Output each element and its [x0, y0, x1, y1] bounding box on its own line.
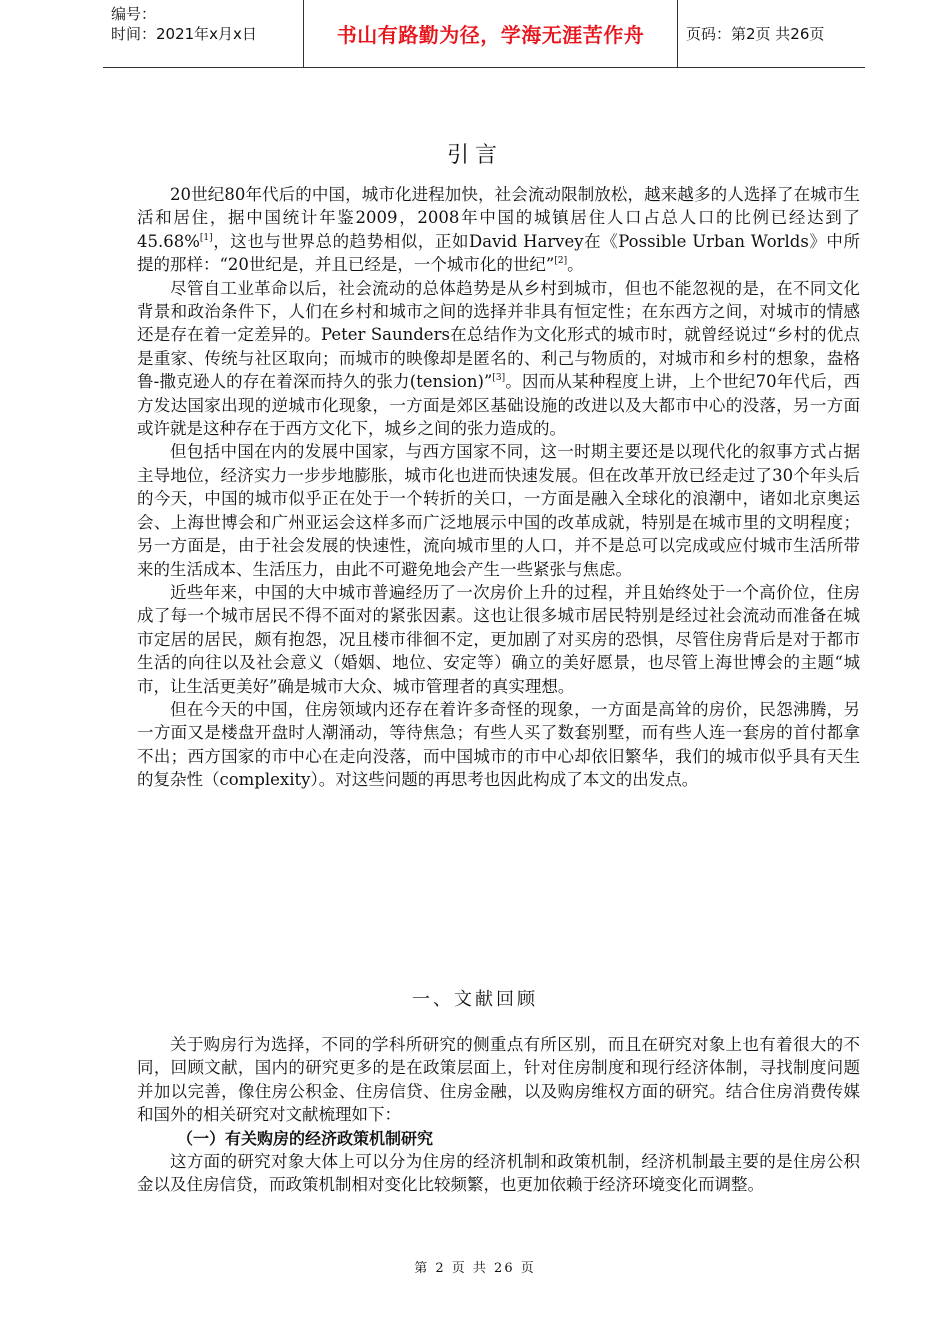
paragraph: 但在今天的中国，住房领域内还存在着许多奇怪的现象，一方面是高耸的房价，民怨沸腾，另一方面又是楼盘开盘时人潮涌动，等待焦急；有些人买了数套别墅，而有些人连一套房的首付都拿不出；西方国家的市中心在走向没落，而中国城市的市中心却依旧繁华，我们的城市似乎具有天生的复杂性（complexity）。对这些问题的再思考也因此构成了本文的出发点。 — [137, 699, 860, 790]
citation[interactable]: [3] — [492, 373, 506, 384]
paragraph: 这方面的研究对象大体上可以分为住房的经济机制和政策机制，经济机制最主要的是住房公积金以及住房信贷，而政策机制相对变化比较频繁，也更加依赖于经济环境变化而调整。 — [137, 1152, 860, 1195]
header-motto: 书山有路勤为径，学海无涯苦作舟 — [304, 0, 678, 67]
intro-body — [137, 183, 860, 792]
number-label: 编号： — [111, 5, 157, 23]
citation[interactable]: [2] — [554, 256, 568, 267]
section-body — [137, 1033, 860, 1197]
paragraph: 近些年来，中国的大中城市普遍经历了一次房价上升的过程，并且始终处于一个高价位，住房成了每一个城市居民不得不面对的紧张因素。这也让很多城市居民特别是经过社会流动而准备在城市定居的居民，颇有抱怨，况且楼市徘徊不定，更加剧了对买房的恐惧，尽管住房背后是对于都市生活的向往以及社会意义（婚姻、地位、安定等）确立的美好愿景，也尽管上海世博会的主题“城市，让生活更美好”确是城市大众、城市管理者的真实理想。 — [137, 582, 860, 696]
citation[interactable]: [1] — [199, 232, 213, 243]
header-meta — [103, 0, 304, 67]
subsection-title: （一）有关购房的经济政策机制研究 — [177, 1128, 434, 1148]
paragraph: 但包括中国在内的发展中国家，与西方国家不同，这一时期主要还是以现代化的叙事方式占据主导地位，经济实力一步步地膨胀，城市化也进而快速发展。但在改革开放已经走过了30个年头后的今天，中国的城市似乎正在处于一个转折的关口，一方面是融入全球化的浪潮中，诸如北京奥运会、上海世博会和广州亚运会这样多而广泛地展示中国的改革成就，特别是在城市里的文明程度；另一方面是，由于社会发展的快速性，流向城市里的人口，并不是总可以完成或应付城市生活所带来的生活成本、生活压力，由此不可避免地会产生一些紧张与焦虑。 — [137, 442, 860, 579]
page-title: 引言 — [446, 143, 503, 168]
time-label: 时间：2021年x月x日 — [111, 25, 257, 43]
paragraph: 20世纪80年代后的中国，城市化进程加快，社会流动限制放松，越来越多的人选择了在城市生活和居住，据中国统计年鉴2009，2008年中国的城镇居住人口占总人口的比例已经达到了45.68%[1]，这也与世界总的趋势相似，正如David Harvey在《Possible Urban Worlds》中所提的那样：“20世纪是，并且已经是，一个城市化的世纪”[2]。 — [137, 185, 860, 275]
page-header — [103, 0, 865, 68]
header-page-info: 页码：第2页 共26页 — [686, 25, 825, 43]
paragraph: 尽管自工业革命以后，社会流动的总体趋势是从乡村到城市，但也不能忽视的是，在不同文化背景和政治条件下，人们在乡村和城市之间的选择并非具有恒定性；在东西方之间，对城市的情感还是存在着一定差异的。Peter Saunders在总结作为文化形式的城市时，就曾经说过“乡村的优点是重家、传统与社区取向；而城市的映像却是匿名的、利己与物质的，对城市和乡村的想象，盎格鲁-撒克逊人的存在着深而持久的张力(tension)”[3]。因而从某种程度上讲，上个世纪70年代后，西方发达国家出现的逆城市化现象，一方面是郊区基础设施的改进以及大都市中心的没落，另一方面或许就是这种存在于西方文化下，城乡之间的张力造成的。 — [137, 278, 860, 439]
section-title: 一、文献回顾 — [412, 989, 538, 1010]
page-footer: 第 2 页 共 26 页 — [414, 1261, 536, 1276]
paragraph: 关于购房行为选择，不同的学科所研究的侧重点有所区别，而且在研究对象上也有着很大的不同，回顾文献，国内的研究更多的是在政策层面上，针对住房制度和现行经济体制，寻找制度问题并加以完善，像住房公积金、住房信贷、住房金融，以及购房维权方面的研究。结合住房消费传媒和国外的相关研究对文献梳理如下： — [137, 1035, 860, 1125]
